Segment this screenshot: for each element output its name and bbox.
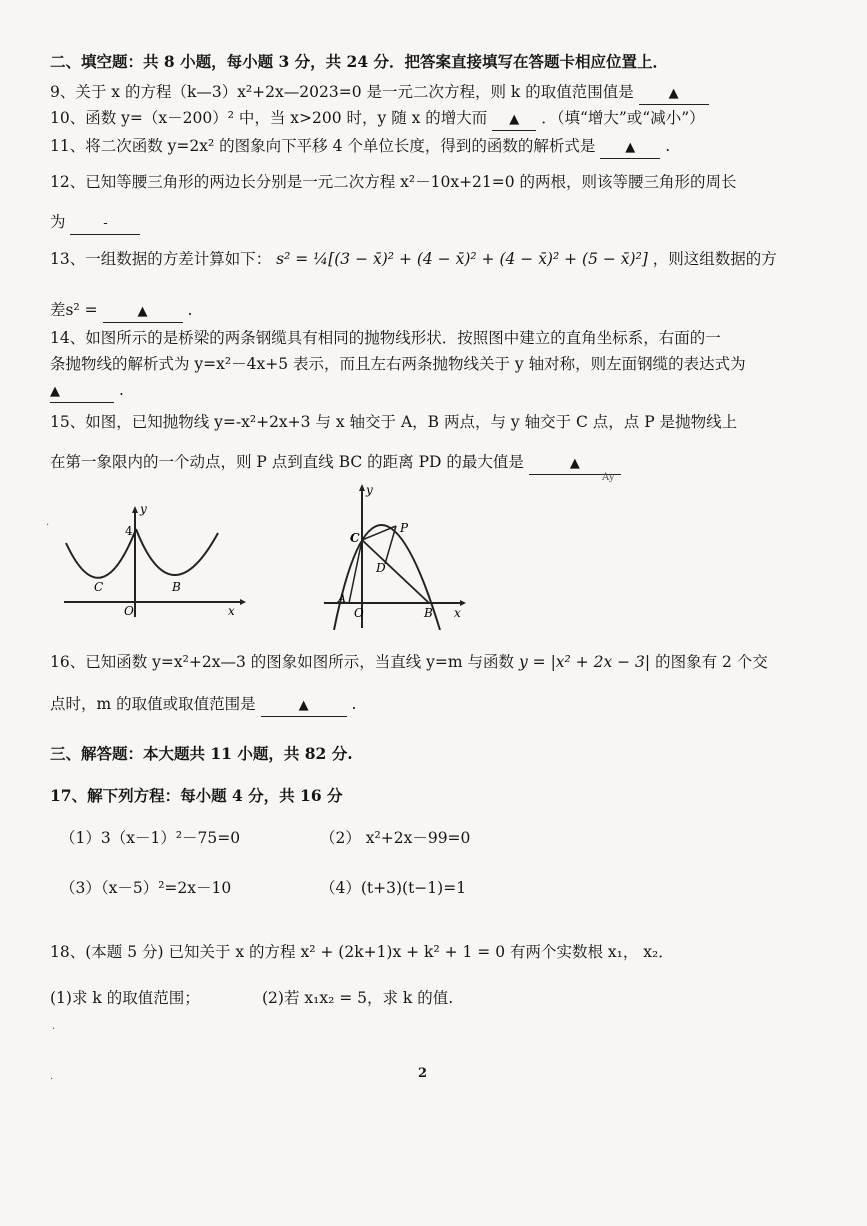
- q12-line2-text: 为: [50, 213, 66, 231]
- bridge-cable-figure: [58, 505, 248, 620]
- fig1-y-arrow-icon: [132, 506, 138, 513]
- fig2-c-label: C: [350, 531, 360, 545]
- scan-speck: ·: [50, 1074, 54, 1085]
- q16-line1-b: 的图象有 2 个交: [655, 653, 768, 671]
- fig2-origin-label: O: [354, 606, 364, 620]
- q10-answer-blank[interactable]: ▲: [492, 110, 536, 131]
- fig1-four-label: 4: [125, 524, 133, 538]
- page-number: 2: [418, 1066, 428, 1081]
- q15-line2: [50, 452, 837, 475]
- fig2-a-label: A: [338, 592, 346, 605]
- q14-line3: [50, 380, 837, 403]
- question-10: [50, 108, 837, 131]
- q18-part2: (2)若 x₁x₂ = 5，求 k 的值.: [262, 989, 454, 1007]
- q10-text: 10、函数 y=（x－200）² 中，当 x>200 时，y 随 x 的增大而: [50, 109, 488, 127]
- q12-line1: 12、已知等腰三角形的两边长分别是一元二次方程 x²－10x+21=0 的两根，则该等腰三角形的周长: [50, 173, 737, 191]
- q16-line1: [50, 652, 837, 672]
- section2-header: 二、填空题：共 8 小题，每小题 3 分，共 24 分．把答案直接填写在答题卡相应位置上．: [50, 52, 669, 71]
- q16-line2-text: 点时，m 的取值或取值范围是: [50, 695, 256, 713]
- q14-line2: 条抛物线的解析式为 y=x²－4x+5 表示，而且左右两条抛物线关于 y 轴对称，则左面钢缆的表达式为: [50, 355, 746, 373]
- q13-line1-a: 13、一组数据的方差计算如下：: [50, 250, 272, 268]
- q10-tail: ．（填“增大”或“减小”）: [541, 109, 705, 127]
- stray-ay-label: Ay: [602, 472, 615, 483]
- q14-tail: .: [118, 381, 124, 399]
- q16-tail: .: [351, 695, 357, 713]
- fig2-x-label: x: [454, 606, 461, 620]
- fig2-p-label: P: [400, 521, 409, 535]
- q13-line1: [50, 249, 837, 269]
- fig2-b-label: B: [424, 606, 433, 620]
- q11-answer-blank[interactable]: ▲: [600, 138, 660, 159]
- q18-part1: (1)求 k 的取值范围；: [50, 989, 200, 1007]
- q15-answer-blank[interactable]: ▲: [529, 454, 621, 475]
- q13-tail: .: [187, 301, 193, 319]
- scan-speck: ·: [52, 1024, 56, 1035]
- q15-line2-text: 在第一象限内的一个动点，则 P 点到直线 BC 的距离 PD 的最大值是: [50, 453, 524, 471]
- q14-answer-blank[interactable]: ▲: [50, 382, 114, 403]
- q13-formula: s² = ¼[(3 − x̄)² + (4 − x̄)² + (4 − x̄)² + (5 − x̄)²]: [276, 250, 648, 268]
- fig1-right-cable: [136, 529, 218, 575]
- q13-line1-b: ，则这组数据的方: [652, 250, 777, 268]
- q17-part3: （3）（x－5）²=2x－10: [60, 879, 232, 897]
- q9-answer-blank[interactable]: ▲: [639, 84, 709, 105]
- fig1-x-label: x: [228, 604, 235, 618]
- question-9: [50, 82, 837, 105]
- q13-line2-text: 差s² =: [50, 301, 98, 319]
- q16-abs-formula: y = |x² + 2x − 3|: [518, 653, 651, 671]
- q14-line1: 14、如图所示的是桥梁的两条钢缆具有相同的抛物线形状．按照图中建立的直角坐标系，右面的一: [50, 329, 721, 347]
- q12-line2: [50, 212, 837, 235]
- scan-speck: ·: [46, 520, 50, 531]
- q12-answer-blank[interactable]: -: [70, 214, 140, 235]
- fig1-x-arrow-icon: [240, 599, 246, 605]
- fig2-x-arrow-icon: [460, 600, 466, 606]
- fig2-line-pd: [385, 526, 396, 564]
- fig1-y-label: y: [140, 505, 147, 516]
- q18-text: 18、(本题 5 分) 已知关于 x 的方程 x² + (2k+1)x + k² + 1 = 0 有两个实数根 x₁， x₂．: [50, 943, 674, 961]
- q17-title: 17、解下列方程：每小题 4 分，共 16 分: [50, 786, 343, 805]
- fig2-d-label: D: [376, 561, 386, 575]
- fig1-origin-label: O: [124, 604, 134, 618]
- q11-tail: .: [665, 137, 671, 155]
- fig1-b-label: B: [172, 580, 181, 594]
- q13-line2: [50, 300, 837, 323]
- q16-line1-a: 16、已知函数 y=x²+2x—3 的图象如图所示，当直线 y=m 与函数: [50, 653, 515, 671]
- q15-line1: 15、如图，已知抛物线 y=-x²+2x+3 与 x 轴交于 A，B 两点，与 y 轴交于 C 点，点 P 是抛物线上: [50, 413, 738, 431]
- question-11: [50, 136, 837, 159]
- q16-line2: [50, 694, 837, 717]
- q9-text: 9、关于 x 的方程（k—3）x²+2x—2023=0 是一元二次方程，则 k 的取值范围值是: [50, 83, 634, 101]
- fig2-line-ac: [349, 540, 362, 603]
- section3-header: 三、解答题：本大题共 11 小题，共 82 分.: [50, 744, 353, 763]
- fig1-c-label: C: [94, 580, 104, 594]
- q17-part1: （1）3（x－1）²－75=0: [60, 829, 241, 847]
- q17-part4: （4）(t+3)(t−1)=1: [320, 879, 467, 897]
- parabola-triangle-figure: [320, 480, 470, 630]
- q16-answer-blank[interactable]: ▲: [261, 696, 347, 717]
- fig2-y-arrow-icon: [359, 484, 365, 491]
- q17-part2: （2） x²+2x－99=0: [320, 829, 471, 847]
- fig2-y-label: y: [366, 483, 373, 497]
- q13-answer-blank[interactable]: ▲: [103, 302, 183, 323]
- q11-text: 11、将二次函数 y=2x² 的图象向下平移 4 个单位长度，得到的函数的解析式是: [50, 137, 596, 155]
